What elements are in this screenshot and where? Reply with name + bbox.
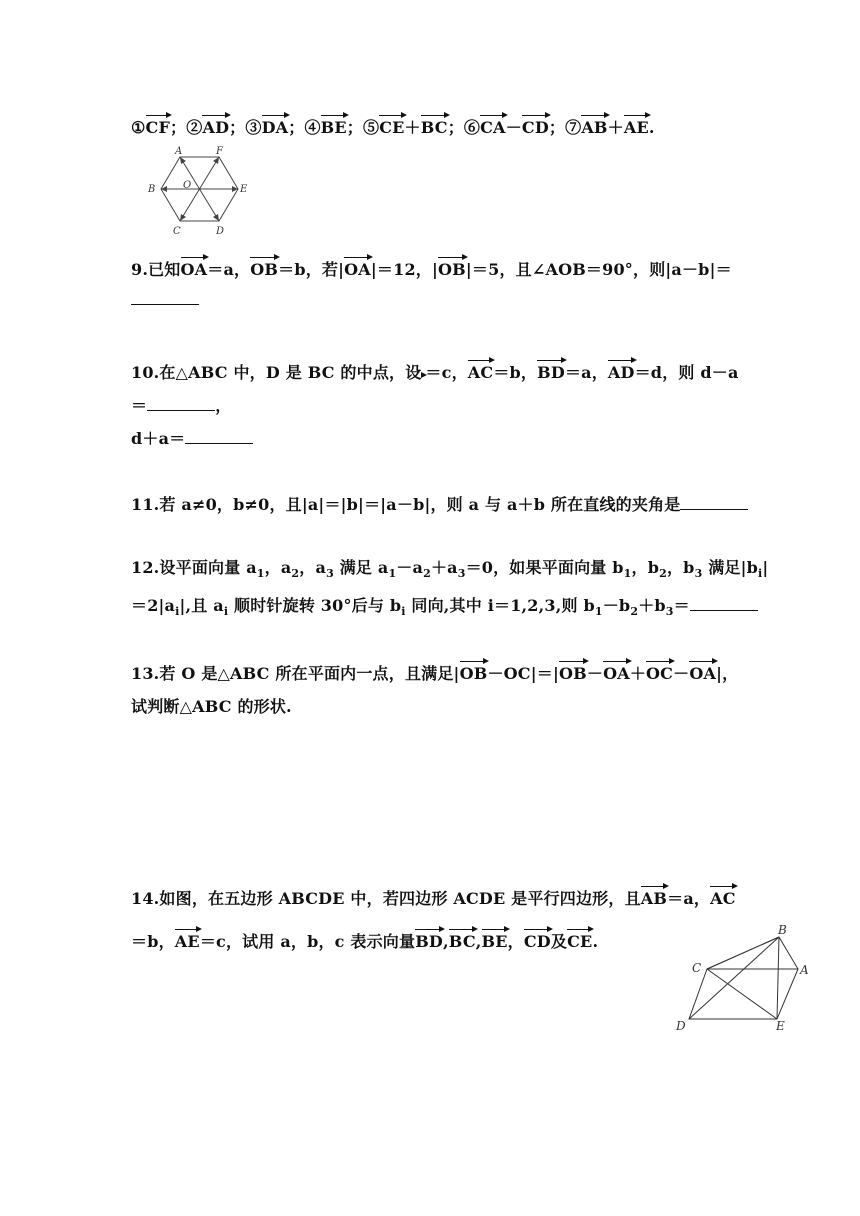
q10-text: ＝d，则 d－a: [634, 363, 739, 382]
option-1-marker: ①: [131, 118, 146, 137]
q12-text: ＋b: [638, 596, 666, 615]
segment-be: [777, 937, 779, 1019]
plus-sign: ＋: [404, 118, 421, 137]
q12-text: 顺时针旋转 30°后与 b: [228, 596, 402, 615]
vector-be: BE: [320, 118, 347, 137]
separator: ；: [170, 118, 187, 137]
vector-ad: AD: [202, 118, 230, 137]
question-10-line-3: [131, 426, 253, 449]
arrowhead-a: [180, 157, 186, 164]
vector-cd: CD: [521, 118, 549, 137]
vector-oa: OA: [344, 260, 371, 279]
vector-bd: BD: [415, 932, 444, 951]
question-9-line-1: [131, 257, 732, 280]
option-3-marker: ③: [245, 118, 262, 137]
q10-text: ＝: [131, 396, 148, 415]
q9-text: |＝5，且∠AOB＝90°，则|a－b|＝: [465, 260, 732, 279]
q12-text: ，b: [666, 558, 695, 577]
vector-ob: OB: [558, 664, 587, 683]
vector-ad: AD: [607, 363, 635, 382]
q9-text: |＝12，|: [370, 260, 439, 279]
q12-text: ＝2|a: [131, 596, 176, 615]
separator: ；: [346, 118, 363, 137]
comma: ,: [475, 932, 482, 951]
q12-text: 满足|b: [702, 558, 759, 577]
q10-text: ＝b，: [493, 363, 538, 382]
label-d: D: [676, 1019, 686, 1033]
arrowhead-d: [213, 214, 219, 221]
answer-blank[interactable]: [680, 508, 748, 510]
q12-text: ＝0，如果平面向量 b: [465, 558, 624, 577]
answer-blank[interactable]: [185, 442, 253, 444]
q12-text: －a: [396, 558, 424, 577]
comma: ,: [443, 932, 449, 951]
answer-blank[interactable]: [690, 609, 758, 611]
vector-ob: OB: [459, 664, 488, 683]
label-a: A: [175, 146, 183, 157]
question-10-line-1: [131, 360, 739, 383]
q14-text: ＝c，试用 a，b，c 表示向量: [199, 932, 416, 951]
q13-text: |，: [716, 664, 739, 683]
label-e: E: [240, 184, 248, 195]
vector-oa: OA: [603, 664, 630, 683]
period: .: [648, 118, 655, 137]
plus-sign: ＋: [607, 118, 624, 137]
label-c: C: [173, 226, 181, 237]
hexagon-figure: [140, 143, 252, 238]
subscript: 2: [659, 567, 667, 581]
segment-bc: [707, 937, 779, 969]
arrowhead-c: [180, 214, 186, 221]
arrowhead-f: [213, 157, 219, 164]
minus-sign: －: [505, 118, 522, 137]
subscript: 3: [457, 567, 466, 581]
label-c: C: [692, 961, 702, 975]
comma: ，: [507, 932, 524, 951]
vector-ac: AC: [710, 889, 736, 908]
subscript: i: [175, 605, 180, 619]
subscript: 2: [423, 567, 431, 581]
q10-text: ，: [215, 396, 232, 415]
subscript: 1: [388, 567, 397, 581]
question-9-answer-blank[interactable]: [131, 290, 199, 309]
subscript: 2: [291, 567, 300, 581]
segment-ce: [707, 969, 777, 1019]
q10-prefix: 10.在△ABC 中，D 是 BC 的中点，设: [131, 363, 422, 382]
q12-text: 12.设平面向量 a: [131, 558, 257, 577]
question-11: [131, 492, 748, 515]
q12-text: ，b: [631, 558, 660, 577]
subscript: i: [758, 567, 763, 581]
q13-prefix: 13.若 O 是△ABC 所在平面内一点，且满足|: [131, 664, 460, 683]
q12-text: |: [762, 558, 769, 577]
vector-ca: CA: [480, 118, 506, 137]
vector-oa: OA: [180, 260, 208, 279]
question-13-line-2: [131, 694, 292, 717]
vector-cf: CF: [145, 118, 171, 137]
q10-text: ＝a，: [564, 363, 608, 382]
subscript: 1: [256, 567, 265, 581]
vector-ce: CE: [379, 118, 405, 137]
vector-da: DA: [261, 118, 289, 137]
vector-ac: AC: [467, 363, 494, 382]
q12-text: 同向,其中 i＝1,2,3,则 b: [405, 596, 595, 615]
vector-ae: AE: [174, 932, 200, 951]
pentagon-outline: [689, 937, 798, 1019]
label-a: A: [800, 963, 809, 977]
vector-ce: CE: [567, 932, 593, 951]
q13-text: －: [673, 664, 690, 683]
conjunction: 及: [550, 932, 568, 951]
q12-text: ＋a: [430, 558, 458, 577]
vector-bc: BC: [420, 118, 448, 137]
option-4-marker: ④: [304, 118, 321, 137]
option-5-marker: ⑤: [363, 118, 380, 137]
q12-text: －b: [602, 596, 631, 615]
q9-text: ＝b，若|: [278, 260, 345, 279]
vector-oa: OA: [689, 664, 717, 683]
subscript: 2: [630, 605, 639, 619]
q10-text: d＋a＝: [131, 429, 186, 448]
subscript: i: [223, 605, 229, 619]
separator: ；: [548, 118, 566, 137]
q10-text: ＝c，: [425, 363, 468, 382]
question-13-line-1: [131, 661, 738, 684]
question-12-line-2: [131, 593, 758, 618]
question-14-line-1: [131, 886, 736, 909]
q14-text: ＝a，: [667, 889, 711, 908]
label-d: D: [216, 226, 225, 237]
q9-prefix: 9.已知: [131, 260, 181, 279]
label-f: F: [216, 146, 223, 157]
subscript: 1: [623, 567, 632, 581]
period: .: [592, 932, 599, 951]
option-6-marker: ⑥: [463, 118, 481, 137]
q12-text: 满足 a: [333, 558, 389, 577]
q12-text: |,且 a: [179, 596, 224, 615]
q11-text: 11.若 a≠0，b≠0，且|a|＝|b|＝|a－b|，则 a 与 a＋b 所在直线的夹角是: [131, 495, 681, 514]
vector-be: BE: [481, 932, 508, 951]
option-7-marker: ⑦: [565, 118, 582, 137]
vector-cd: CD: [523, 932, 551, 951]
q13-text: －: [586, 664, 604, 683]
answer-blank[interactable]: [131, 303, 199, 305]
vector-bd: BD: [537, 363, 565, 382]
vector-ob: OB: [438, 260, 466, 279]
label-b: B: [778, 923, 787, 937]
vector-ob: OB: [250, 260, 279, 279]
q9-text: ＝a，: [207, 260, 251, 279]
question-12-line-1: [131, 555, 768, 580]
q13-text: 试判断△ABC 的形状.: [131, 697, 292, 716]
option-2-marker: ②: [186, 118, 203, 137]
vector-bc: BC: [448, 932, 476, 951]
subscript: 1: [594, 605, 603, 619]
vector-ab: AB: [640, 889, 668, 908]
vector-ae: AE: [623, 118, 649, 137]
q12-text: ＝: [673, 596, 690, 615]
subscript: 3: [694, 567, 703, 581]
q12-text: ，a: [264, 558, 292, 577]
q12-text: ，a: [299, 558, 327, 577]
vector-ab: AB: [581, 118, 608, 137]
label-e: E: [776, 1019, 785, 1033]
separator: ；: [447, 118, 464, 137]
q14-text: ＝b，: [131, 932, 175, 951]
vector-oc: OC: [646, 664, 674, 683]
subscript: 3: [326, 567, 334, 581]
separator: ；: [229, 118, 246, 137]
label-b: B: [148, 184, 156, 195]
q14-prefix: 14.如图，在五边形 ABCDE 中，若四边形 ACDE 是平行四边形，且: [131, 889, 641, 908]
subscript: 3: [665, 605, 674, 619]
q13-text: ＋: [629, 664, 647, 683]
question-14-line-2: [131, 929, 598, 952]
separator: ；: [288, 118, 305, 137]
question-10-line-2: [131, 393, 231, 416]
q8-options-line: [131, 115, 655, 138]
label-o: O: [183, 180, 192, 191]
answer-blank[interactable]: [147, 409, 215, 411]
q13-text: －OC|＝|: [487, 664, 559, 683]
subscript: i: [401, 605, 406, 619]
segment-bd: [689, 937, 779, 1019]
pentagon-figure: [670, 920, 820, 1040]
